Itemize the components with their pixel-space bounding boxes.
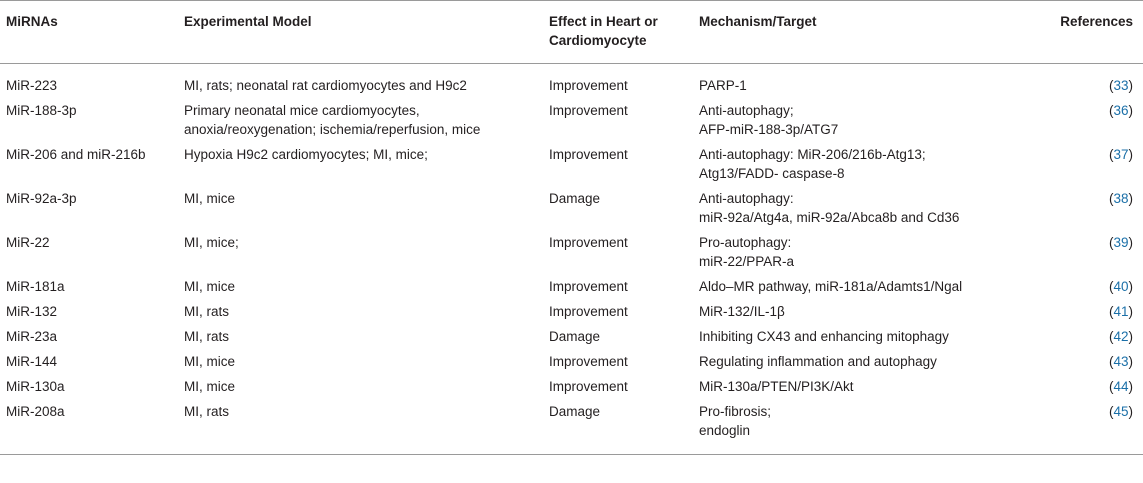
table-row bbox=[0, 64, 1143, 102]
mechanism-line: Pro-autophagy: bbox=[699, 235, 792, 250]
model-line: MI, mice; bbox=[184, 235, 239, 250]
cell-model bbox=[184, 145, 549, 189]
cell-reference: (39) bbox=[1108, 235, 1133, 250]
cell-mirna: MiR-188-3p bbox=[6, 103, 77, 118]
cell-effect: Improvement bbox=[549, 103, 628, 118]
cell-reference: (37) bbox=[1108, 147, 1133, 162]
model-line: MI, rats bbox=[184, 404, 230, 419]
table-header bbox=[0, 1, 1143, 64]
cell-mechanism bbox=[699, 402, 1034, 455]
cell-effect: Improvement bbox=[549, 147, 628, 162]
mechanism-line: MiR-130a/PTEN/PI3K/Akt bbox=[699, 379, 854, 394]
table-row bbox=[0, 233, 1143, 277]
cell-mirna: MiR-144 bbox=[6, 354, 58, 369]
mechanism-line: Atg13/FADD- caspase-8 bbox=[699, 166, 845, 181]
mechanism-line: Aldo–MR pathway, miR-181a/Adamts1/Ngal bbox=[699, 279, 963, 294]
cell-effect: Improvement bbox=[549, 279, 628, 294]
mechanism-line: Anti-autophagy: MiR-206/216b-Atg13; bbox=[699, 147, 926, 162]
cell-reference: (42) bbox=[1108, 329, 1133, 344]
cell-effect: Damage bbox=[549, 329, 601, 344]
table-row bbox=[0, 101, 1143, 145]
header-row bbox=[0, 1, 1143, 64]
cell-mechanism bbox=[699, 352, 1034, 377]
cell-effect: Improvement bbox=[549, 354, 628, 369]
header-references: References bbox=[1060, 14, 1133, 29]
cell-mirna: MiR-181a bbox=[6, 279, 65, 294]
cell-mirna: MiR-132 bbox=[6, 304, 58, 319]
reference-link[interactable]: 36 bbox=[1113, 103, 1129, 118]
cell-effect: Damage bbox=[549, 191, 601, 206]
model-line: Primary neonatal mice cardiomyocytes, bbox=[184, 103, 420, 118]
reference-link[interactable]: 33 bbox=[1113, 78, 1129, 93]
reference-link[interactable]: 37 bbox=[1113, 147, 1129, 162]
model-line: anoxia/reoxygenation; ischemia/reperfusion, mice bbox=[184, 122, 481, 137]
table-row bbox=[0, 327, 1143, 352]
cell-mirna: MiR-223 bbox=[6, 78, 58, 93]
cell-reference: (40) bbox=[1108, 279, 1133, 294]
reference-link[interactable]: 41 bbox=[1113, 304, 1129, 319]
reference-link[interactable]: 42 bbox=[1113, 329, 1129, 344]
header-model: Experimental Model bbox=[184, 14, 312, 29]
cell-reference: (36) bbox=[1108, 103, 1133, 118]
header-effect bbox=[549, 1, 699, 64]
cell-mechanism bbox=[699, 327, 1034, 352]
header-mechanism: Mechanism/Target bbox=[699, 14, 817, 29]
cell-reference: (43) bbox=[1108, 354, 1133, 369]
cell-effect: Improvement bbox=[549, 304, 628, 319]
cell-mechanism bbox=[699, 64, 1034, 102]
mechanism-line: PARP-1 bbox=[699, 78, 747, 93]
table-row bbox=[0, 145, 1143, 189]
model-line: Hypoxia H9c2 cardiomyocytes; MI, mice; bbox=[184, 147, 428, 162]
reference-link[interactable]: 38 bbox=[1113, 191, 1129, 206]
mechanism-line: miR-92a/Atg4a, miR-92a/Abca8b and Cd36 bbox=[699, 210, 960, 225]
mechanism-line: endoglin bbox=[699, 423, 751, 438]
reference-link[interactable]: 44 bbox=[1113, 379, 1129, 394]
cell-mechanism bbox=[699, 145, 1034, 189]
cell-model bbox=[184, 64, 549, 102]
cell-mirna: MiR-23a bbox=[6, 329, 58, 344]
model-line: MI, mice bbox=[184, 191, 236, 206]
cell-mechanism bbox=[699, 233, 1034, 277]
mechanism-line: miR-22/PPAR-a bbox=[699, 254, 795, 269]
cell-mechanism bbox=[699, 377, 1034, 402]
mechanism-line: MiR-132/IL-1β bbox=[699, 304, 785, 319]
header-effect-line2: Cardiomyocyte bbox=[549, 33, 647, 48]
cell-model bbox=[184, 302, 549, 327]
mechanism-line: Regulating inflammation and autophagy bbox=[699, 354, 937, 369]
model-line: MI, mice bbox=[184, 279, 236, 294]
table-row bbox=[0, 377, 1143, 402]
cell-reference: (33) bbox=[1108, 78, 1133, 93]
cell-reference: (44) bbox=[1108, 379, 1133, 394]
mechanism-line: Pro-fibrosis; bbox=[699, 404, 772, 419]
table-body bbox=[0, 64, 1143, 455]
cell-model bbox=[184, 402, 549, 455]
cell-mirna: MiR-130a bbox=[6, 379, 65, 394]
cell-reference: (38) bbox=[1108, 191, 1133, 206]
cell-model bbox=[184, 277, 549, 302]
table-row bbox=[0, 189, 1143, 233]
cell-model bbox=[184, 377, 549, 402]
table-row bbox=[0, 402, 1143, 455]
table-row bbox=[0, 277, 1143, 302]
cell-mechanism bbox=[699, 189, 1034, 233]
cell-model bbox=[184, 233, 549, 277]
cell-mirna: MiR-208a bbox=[6, 404, 65, 419]
cell-mirna: MiR-92a-3p bbox=[6, 191, 77, 206]
cell-effect: Improvement bbox=[549, 379, 628, 394]
cell-effect: Damage bbox=[549, 404, 601, 419]
reference-link[interactable]: 45 bbox=[1113, 404, 1129, 419]
cell-mechanism bbox=[699, 277, 1034, 302]
model-line: MI, rats; neonatal rat cardiomyocytes and H9c2 bbox=[184, 78, 467, 93]
cell-effect: Improvement bbox=[549, 78, 628, 93]
cell-mechanism bbox=[699, 101, 1034, 145]
cell-mirna: MiR-206 and miR-216b bbox=[6, 147, 146, 162]
cell-model bbox=[184, 352, 549, 377]
reference-link[interactable]: 43 bbox=[1113, 354, 1129, 369]
mechanism-line: Inhibiting CX43 and enhancing mitophagy bbox=[699, 329, 949, 344]
mechanism-line: Anti-autophagy: bbox=[699, 191, 794, 206]
header-mirnas: MiRNAs bbox=[6, 14, 58, 29]
reference-link[interactable]: 40 bbox=[1113, 279, 1129, 294]
mechanism-line: AFP-miR-188-3p/ATG7 bbox=[699, 122, 839, 137]
cell-model bbox=[184, 327, 549, 352]
cell-reference: (45) bbox=[1108, 404, 1133, 419]
cell-mirna: MiR-22 bbox=[6, 235, 50, 250]
cell-mechanism bbox=[699, 302, 1034, 327]
reference-link[interactable]: 39 bbox=[1113, 235, 1129, 250]
model-line: MI, rats bbox=[184, 329, 230, 344]
model-line: MI, rats bbox=[184, 304, 230, 319]
cell-reference: (41) bbox=[1108, 304, 1133, 319]
cell-model bbox=[184, 101, 549, 145]
mechanism-line: Anti-autophagy; bbox=[699, 103, 794, 118]
cell-effect: Improvement bbox=[549, 235, 628, 250]
table-row bbox=[0, 302, 1143, 327]
header-effect-line1: Effect in Heart or bbox=[549, 14, 658, 29]
model-line: MI, mice bbox=[184, 354, 236, 369]
model-line: MI, mice bbox=[184, 379, 236, 394]
table-row bbox=[0, 352, 1143, 377]
cell-model bbox=[184, 189, 549, 233]
